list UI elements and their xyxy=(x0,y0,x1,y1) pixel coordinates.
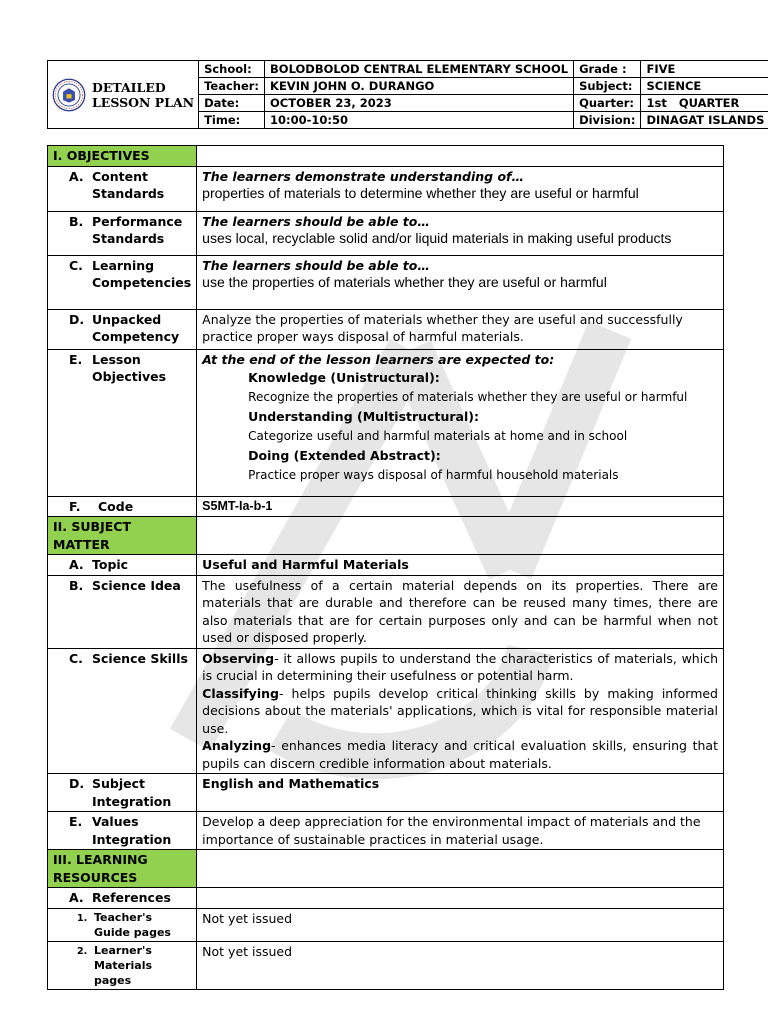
classifying-text: - helps pupils develop critical thinking skills by making informed decisions about the materials' applications, which is vital for responsible material use. xyxy=(202,685,718,736)
division-value: DINAGAT ISLANDS xyxy=(641,112,768,129)
references-filler xyxy=(197,888,724,909)
section-learning-resources-filler xyxy=(197,850,724,888)
item-key: 2. xyxy=(77,945,88,957)
item-label: Topic xyxy=(92,557,129,572)
item-label: Code xyxy=(98,498,134,514)
unpacked-competency-text: Analyze the properties of materials whether they are useful and successfully practice proper ways disposal of harmful materials. xyxy=(197,309,724,349)
section-objectives: I. OBJECTIVES xyxy=(48,146,197,167)
doing-heading: Doing (Extended Abstract): xyxy=(248,448,441,463)
learners-materials-value: Not yet issued xyxy=(197,941,724,989)
teacher-label: Teacher: xyxy=(199,78,265,95)
understanding-text: Categorize useful and harmful materials at home and in school xyxy=(248,429,628,443)
date-label: Date: xyxy=(199,95,265,112)
item-key: D. xyxy=(69,311,85,327)
grade-value: FIVE xyxy=(641,61,768,78)
item-label: Subject Integration xyxy=(92,776,172,809)
classifying-heading: Classifying xyxy=(202,685,279,701)
item-key: B. xyxy=(69,213,84,229)
item-label: Learner's Materials pages xyxy=(94,943,153,987)
lesson-plan-table xyxy=(47,145,724,990)
division-label: Division: xyxy=(574,112,641,129)
section-learning-resources: III. LEARNING RESOURCES xyxy=(48,850,197,888)
document-title xyxy=(92,80,194,110)
item-key: C. xyxy=(69,257,83,273)
knowledge-heading: Knowledge (Unistructural): xyxy=(248,370,440,385)
code-value: S5MT-Ia-b-1 xyxy=(197,496,724,517)
performance-intro: The learners should be able to… xyxy=(202,213,430,229)
grade-label: Grade : xyxy=(574,61,641,78)
title-line-2: LESSON PLAN xyxy=(92,94,195,110)
performance-text: uses local, recyclable solid and/or liquid materials in making useful products xyxy=(202,230,672,246)
time-value: 10:00-10:50 xyxy=(265,112,574,129)
item-label: Values Integration xyxy=(92,814,172,847)
item-key: E. xyxy=(69,351,83,367)
section-subject-matter: II. SUBJECT MATTER xyxy=(48,517,197,555)
row-content-standards xyxy=(48,166,197,211)
title-line-1: DETAILED xyxy=(92,79,166,95)
item-label: Content Standards xyxy=(92,168,165,201)
item-key: 1. xyxy=(77,912,88,924)
item-key: C. xyxy=(69,650,83,666)
lesson-intro: At the end of the lesson learners are expected to: xyxy=(202,351,555,367)
doing-text: Practice proper ways disposal of harmful household materials xyxy=(248,468,619,482)
section-subject-matter-filler xyxy=(197,517,724,555)
time-label: Time: xyxy=(199,112,265,129)
item-key: F. xyxy=(69,498,81,514)
science-skills-cell xyxy=(197,648,724,774)
item-label: Teacher's Guide pages xyxy=(94,910,171,939)
item-label: Learning Competencies xyxy=(92,257,192,290)
row-learners-materials xyxy=(48,941,197,989)
knowledge-text: Recognize the properties of materials whether they are useful or harmful xyxy=(248,390,688,404)
content-intro: The learners demonstrate understanding of… xyxy=(202,168,524,184)
row-science-skills xyxy=(48,648,197,774)
teacher-value: KEVIN JOHN O. DURANGO xyxy=(265,78,574,95)
item-label: Performance Standards xyxy=(92,213,183,246)
subject-integration-value: English and Mathematics xyxy=(197,774,724,812)
item-label: Lesson Objectives xyxy=(92,351,167,384)
teachers-guide-value: Not yet issued xyxy=(197,908,724,941)
item-key: E. xyxy=(69,814,83,829)
header-table xyxy=(47,60,768,129)
row-references xyxy=(48,888,197,909)
item-key: A. xyxy=(69,890,84,905)
performance-standards-cell xyxy=(197,211,724,255)
content-text: properties of materials to determine whether they are useful or harmful xyxy=(202,185,639,201)
deped-seal-icon xyxy=(52,78,86,112)
section-objectives-filler xyxy=(197,146,724,167)
row-topic xyxy=(48,555,197,576)
subject-label: Subject: xyxy=(574,78,641,95)
item-key: A. xyxy=(69,557,84,572)
science-idea-text: The usefulness of a certain material depends on its properties. There are materials that are durable and therefore can be reused many times, there are also materials that are for certain purposes only and can be harmful when not used or disposed properly. xyxy=(197,575,724,648)
quarter-value: 1st QUARTER xyxy=(641,95,768,112)
title-block xyxy=(48,61,199,129)
understanding-heading: Understanding (Multistructural): xyxy=(248,409,479,424)
row-unpacked-competency xyxy=(48,309,197,349)
quarter-label: Quarter: xyxy=(574,95,641,112)
item-key: B. xyxy=(69,577,84,593)
content-standards-cell xyxy=(197,166,724,211)
observing-heading: Observing xyxy=(202,650,275,666)
learning-competencies-cell xyxy=(197,255,724,309)
topic-value: Useful and Harmful Materials xyxy=(197,555,724,576)
lesson-objectives-cell xyxy=(197,349,724,496)
row-code xyxy=(48,496,197,517)
competency-text: use the properties of materials whether they are useful or harmful xyxy=(202,274,607,290)
row-science-idea xyxy=(48,575,197,648)
item-label: Science Skills xyxy=(92,650,188,666)
item-label: References xyxy=(92,890,171,905)
date-value: OCTOBER 23, 2023 xyxy=(265,95,574,112)
item-key: D. xyxy=(69,776,85,791)
school-label: School: xyxy=(199,61,265,78)
row-subject-integration xyxy=(48,774,197,812)
analyzing-heading: Analyzing xyxy=(202,738,272,753)
item-label: Unpacked Competency xyxy=(92,311,180,344)
observing-text: - it allows pupils to understand the characteristics of materials, which is crucial in determining their usefulness or potential harm. xyxy=(202,650,718,683)
row-teachers-guide xyxy=(48,908,197,941)
item-key: A. xyxy=(69,168,84,184)
row-performance-standards xyxy=(48,211,197,255)
subject-value: SCIENCE xyxy=(641,78,768,95)
item-label: Science Idea xyxy=(92,577,181,593)
school-value: BOLODBOLOD CENTRAL ELEMENTARY SCHOOL xyxy=(265,61,574,78)
row-values-integration xyxy=(48,812,197,850)
analyzing-text: - enhances media literacy and critical evaluation skills, ensuring that pupils can discern credible information about materials. xyxy=(202,738,718,771)
row-learning-competencies xyxy=(48,255,197,309)
competency-intro: The learners should be able to… xyxy=(202,257,430,273)
values-integration-text: Develop a deep appreciation for the environmental impact of materials and the importance of sustainable practices in material usage. xyxy=(197,812,724,850)
row-lesson-objectives xyxy=(48,349,197,496)
